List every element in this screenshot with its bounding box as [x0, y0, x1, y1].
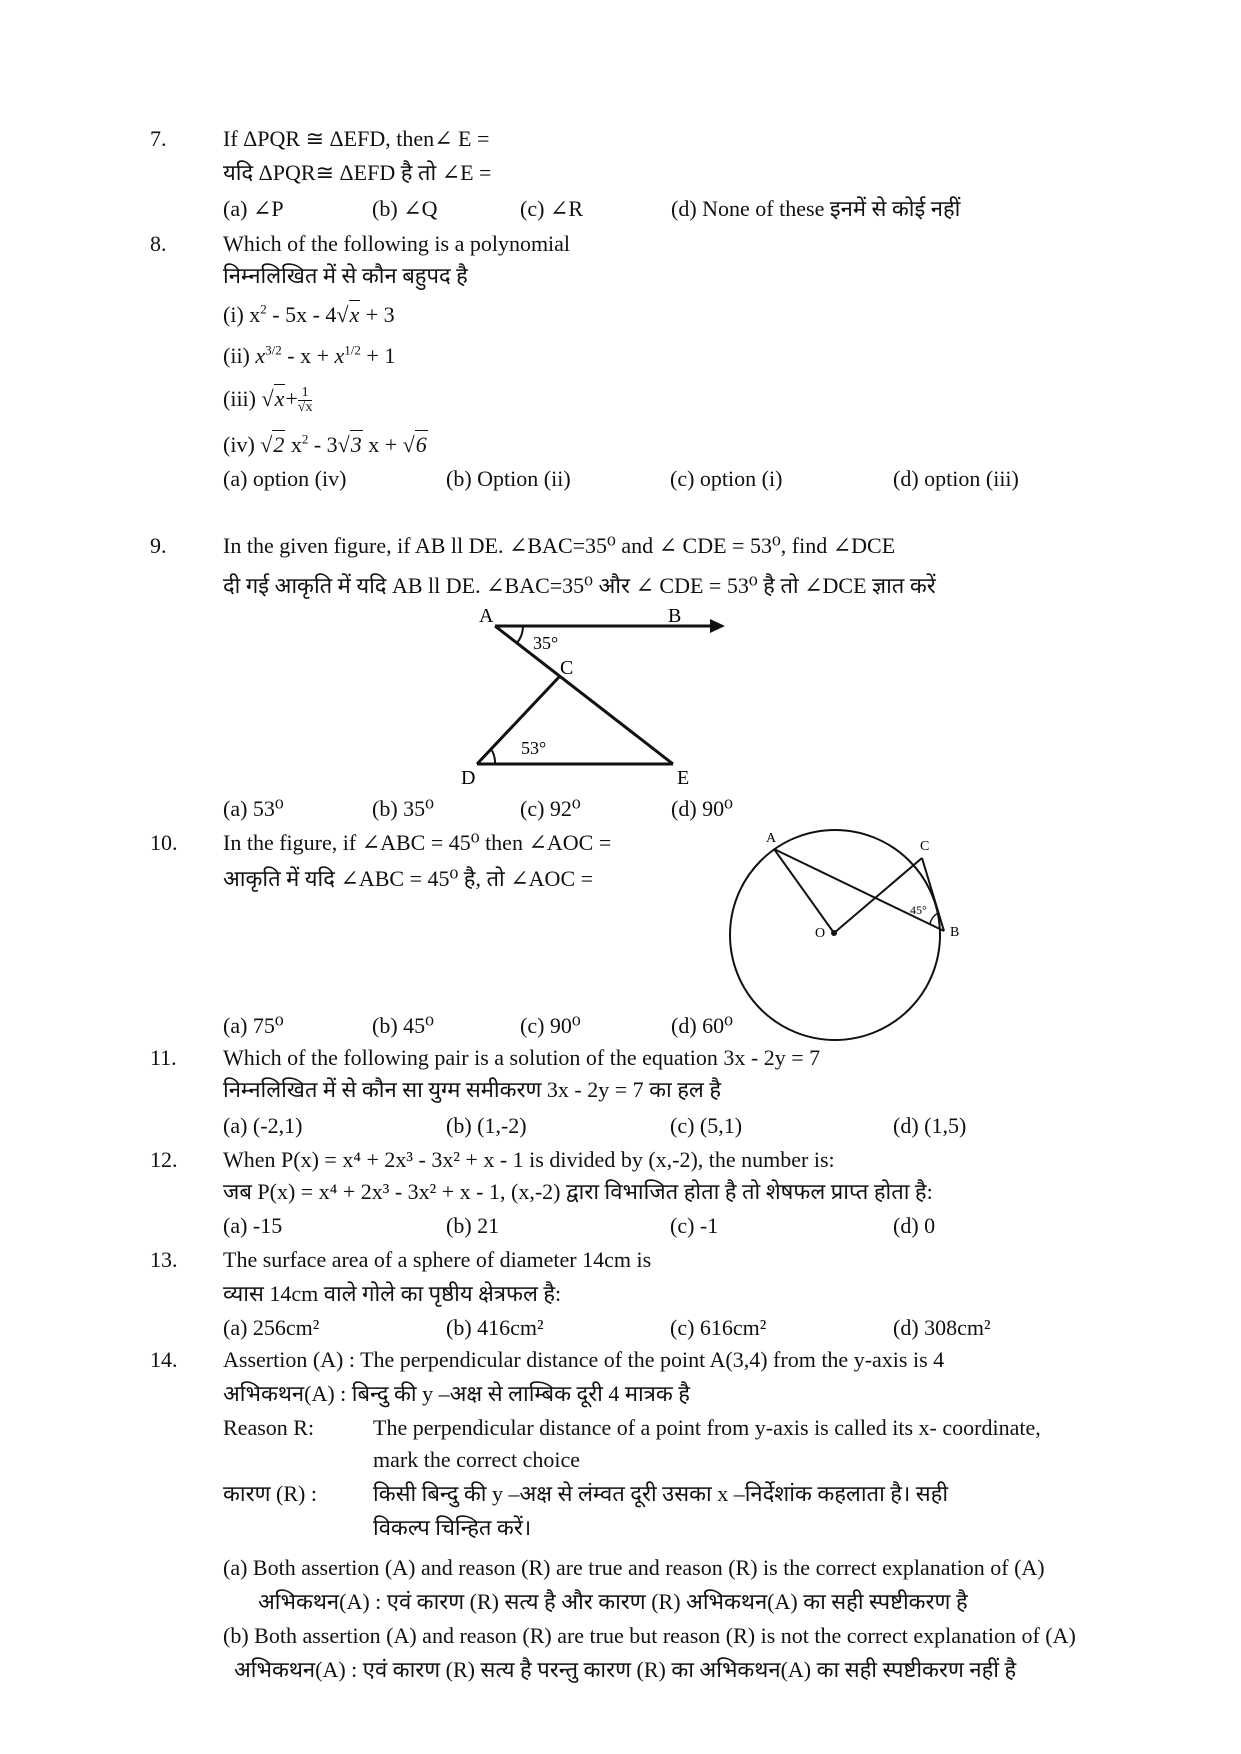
q9-fig-angle-53: 53°: [521, 738, 547, 758]
q8-text-en: Which of the following is a polynomial: [223, 231, 571, 256]
q12-option-d: (d) 0: [893, 1213, 936, 1238]
q7-option-c: (c) ∠R: [520, 196, 584, 221]
q8-item-i: (i) $x^2 - 5x - 4√x + 3$: [223, 301, 395, 327]
q10-option-c: (c) 90⁰: [520, 1013, 581, 1038]
q12-text-en: When P(x) = x⁴ + 2x³ - 3x² + x - 1 is divided by (x,-2), the number is:: [223, 1147, 835, 1172]
q7-text-hi: यदि ΔPQR≅ ΔEFD है तो ∠E =: [223, 160, 492, 185]
q9-text-en: In the given figure, if AB ll DE. ∠BAC=35⁰ and ∠ CDE = 53⁰, find ∠DCE: [223, 533, 896, 558]
q14-assertion-en: Assertion (A) : The perpendicular distance of the point A(3,4) from the y-axis is 4: [223, 1347, 945, 1372]
q14-option-b-en: (b) Both assertion (A) and reason (R) are true but reason (R) is not the correct explanation of (A): [223, 1623, 1076, 1648]
q9-fig-label-b: B: [668, 606, 682, 627]
q10-fig-label-o: O: [815, 926, 826, 941]
q13-text-hi: व्यास 14cm वाले गोले का पृष्ठीय क्षेत्रफल है:: [223, 1281, 562, 1306]
q14-assertion-hi: अभिकथन(A) : बिन्दु की y –अक्ष से लाम्बिक दूरी 4 मात्रक है: [223, 1381, 690, 1406]
q10-option-d: (d) 60⁰: [671, 1013, 733, 1038]
q14-option-b-hi: अभिकथन(A) : एवं कारण (R) सत्य है परन्तु कारण (R) का अभिकथन(A) का सही स्पष्टीकरण नहीं है: [234, 1657, 1017, 1682]
q14-reason-en-line2: mark the correct choice: [373, 1447, 581, 1472]
q10-fig-label-a: A: [766, 831, 777, 846]
q13-option-d: (d) 308cm²: [893, 1315, 991, 1340]
q14-option-a-en: (a) Both assertion (A) and reason (R) are true and reason (R) is the correct explanation of (A): [223, 1555, 1045, 1580]
q13-text-en: The surface area of a sphere of diameter 14cm is: [223, 1247, 652, 1272]
q14-reason-en-line1: The perpendicular distance of a point from y-axis is called its x- coordinate,: [373, 1415, 1041, 1440]
q9-text-hi: दी गई आकृति में यदि AB ll DE. ∠BAC=35⁰ और ∠ CDE = 53⁰ है तो ∠DCE ज्ञात करें: [223, 573, 936, 598]
q12-option-a: (a) -15: [223, 1213, 283, 1238]
question-number-14: 14.: [150, 1347, 178, 1372]
q13-option-c: (c) 616cm²: [670, 1315, 767, 1340]
question-number-8: 8.: [150, 231, 167, 256]
q11-text-en: Which of the following pair is a solution of the equation 3x - 2y = 7: [223, 1045, 821, 1070]
question-number-13: 13.: [150, 1247, 178, 1272]
q14-option-a-hi: अभिकथन(A) : एवं कारण (R) सत्य है और कारण (R) अभिकथन(A) का सही स्पष्टीकरण है: [258, 1589, 968, 1614]
q10-fig-label-b: B: [950, 925, 960, 940]
q10-text-en: In the figure, if ∠ABC = 45⁰ then ∠AOC =: [223, 830, 612, 855]
q12-option-c: (c) -1: [670, 1213, 719, 1238]
question-number-10: 10.: [150, 830, 178, 855]
q9-option-c: (c) 92⁰: [520, 796, 581, 821]
q8-option-c: (c) option (i): [670, 466, 783, 491]
q9-fig-label-a: A: [479, 606, 494, 627]
q11-text-hi: निम्नलिखित में से कौन सा युग्म समीकरण 3x - 2y = 7 का हल है: [223, 1077, 722, 1102]
q11-option-c: (c) (5,1): [670, 1113, 743, 1138]
q8-item-iii: (iii) √x+ $\frac{1}{√x}$: [223, 385, 313, 416]
q10-option-b: (b) 45⁰: [372, 1013, 434, 1038]
q9-fig-angle-35: 35°: [533, 633, 559, 653]
q8-option-b: (b) Option (ii): [446, 466, 571, 491]
q8-option-d: (d) option (iii): [893, 466, 1019, 491]
q7-text-en: If ΔPQR ≅ ΔEFD, then∠ E =: [223, 126, 490, 151]
q7-option-a: (a) ∠P: [223, 196, 284, 221]
q9-option-d: (d) 90⁰: [671, 796, 733, 821]
q8-item-ii: (ii) $x^{3/2} - x + x^{1/2} + 1$: [223, 342, 396, 368]
question-number-7: 7.: [150, 126, 167, 151]
q10-fig-angle-45: 45°: [910, 903, 927, 917]
q8-item-iv: (iv) √2 $x^2 - 3√3$ x + √6: [223, 431, 427, 457]
question-number-9: 9.: [150, 533, 167, 558]
q12-text-hi: जब P(x) = x⁴ + 2x³ - 3x² + x - 1, (x,-2) द्वारा विभाजित होता है तो शेषफल प्राप्त होता है:: [223, 1179, 933, 1204]
q14-reason-label-en: Reason R:: [223, 1415, 315, 1440]
q9-option-a: (a) 53⁰: [223, 796, 284, 821]
q10-option-a: (a) 75⁰: [223, 1013, 284, 1038]
q10-text-hi: आकृति में यदि ∠ABC = 45⁰ है, तो ∠AOC =: [223, 866, 594, 891]
question-number-11: 11.: [150, 1045, 177, 1070]
q8-text-hi: निम्नलिखित में से कौन बहुपद है: [223, 263, 468, 288]
q9-fig-label-d: D: [461, 767, 476, 788]
q9-fig-label-e: E: [677, 767, 690, 788]
q11-option-b: (b) (1,-2): [446, 1113, 527, 1138]
q13-option-b: (b) 416cm²: [446, 1315, 544, 1340]
q9-fig-label-c: C: [560, 657, 574, 679]
q14-reason-label-hi: कारण (R) :: [223, 1481, 317, 1506]
question-number-12: 12.: [150, 1147, 178, 1172]
q11-option-d: (d) (1,5): [893, 1113, 967, 1138]
q12-option-b: (b) 21: [446, 1213, 500, 1238]
q11-option-a: (a) (-2,1): [223, 1113, 303, 1138]
q7-option-d: (d) None of these इनमें से कोई नहीं: [671, 196, 961, 221]
q7-option-b: (b) ∠Q: [372, 196, 438, 221]
q9-figure: [455, 606, 725, 788]
q13-option-a: (a) 256cm²: [223, 1315, 320, 1340]
q10-figure: [708, 822, 978, 1042]
q14-reason-hi-line1: किसी बिन्दु की y –अक्ष से लंम्वत दूरी उसका x –निर्देशांक कहलाता है। सही: [373, 1481, 949, 1506]
q14-reason-hi-line2: विकल्प चिन्हित करें।: [373, 1515, 532, 1540]
q8-option-a: (a) option (iv): [223, 466, 347, 491]
q10-fig-label-c: C: [920, 839, 930, 854]
q9-option-b: (b) 35⁰: [372, 796, 434, 821]
